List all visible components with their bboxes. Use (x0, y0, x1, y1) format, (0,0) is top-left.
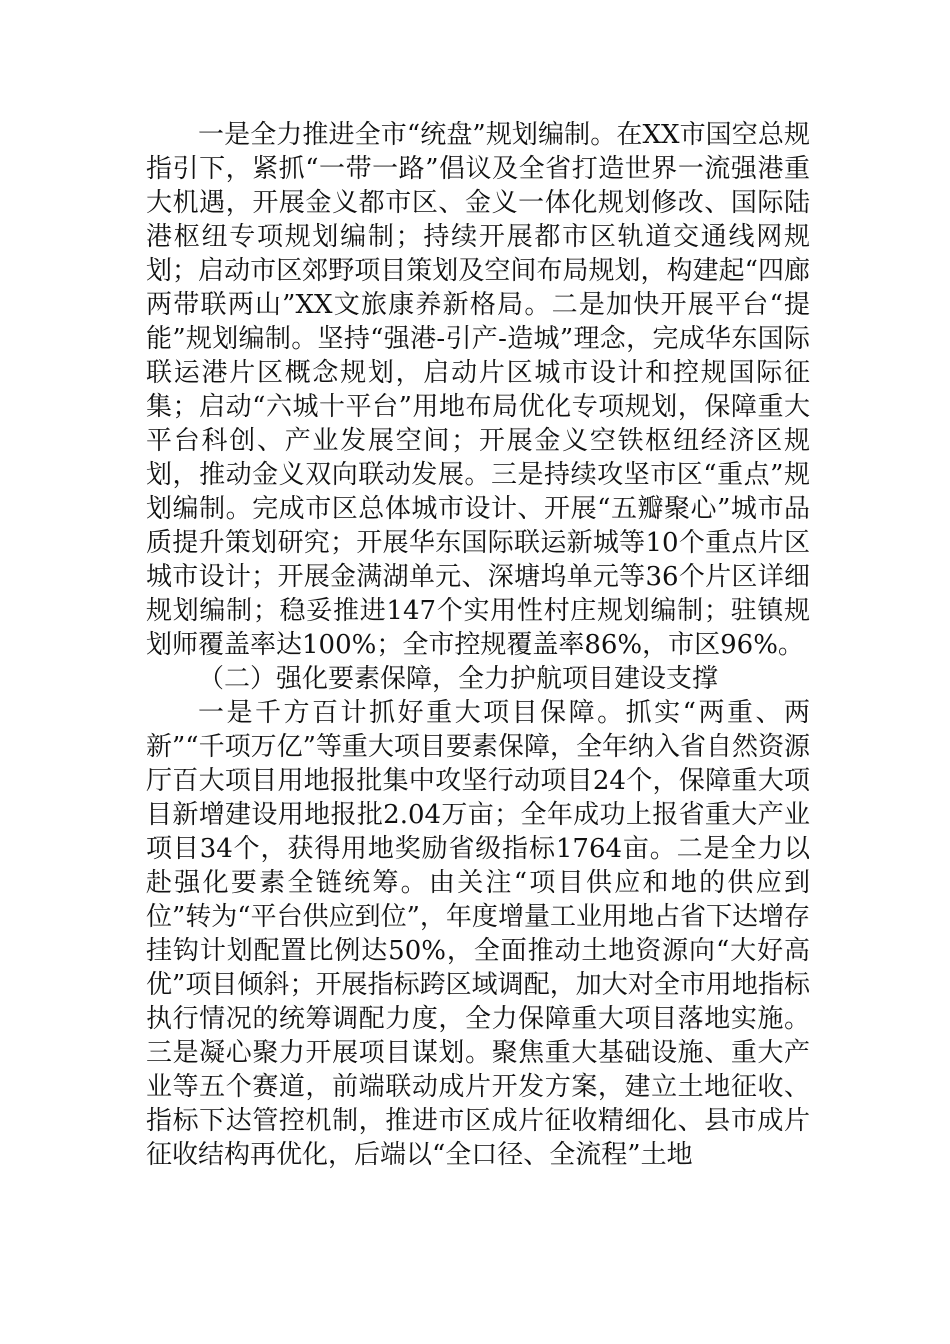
body-paragraph: 一是千方百计抓好重大项目保障。抓实“两重、两新”“千项万亿”等重大项目要素保障，全年纳入省自然资源厅百大项目用地报批集中攻坚行动项目24个，保障重大项目新增建设用地报批2.04万亩；全年成功上报省重大产业项目34个，获得用地奖励省级指标1764亩。二是全力以赴强化要素全链统筹。由关注“项目供应和地的供应到位”转为“平台供应到位”，年度增量工业用地占省下达增存挂钩计划配置比例达50%，全面推动土地资源向“大好高优”项目倾斜；开展指标跨区域调配，加大对全市用地指标执行情况的统筹调配力度，全力保障重大项目落地实施。三是凝心聚力开展项目谋划。聚焦重大基础设施、重大产业等五个赛道，前端联动成片开发方案，建立土地征收、指标下达管控机制，推进市区成片征收精细化、县市成片征收结构再优化，后端以“全口径、全流程”土地 (146, 698, 810, 1170)
document-page (146, 118, 810, 1172)
section-heading: （二）强化要素保障，全力护航项目建设支撑 (198, 664, 719, 694)
body-paragraph: 一是全力推进全市“统盘”规划编制。在XX市国空总规指引下，紧抓“一带一路”倡议及全省打造世界一流强港重大机遇，开展金义都市区、金义一体化规划修改、国际陆港枢纽专项规划编制；持续开展都市区轨道交通线网规划；启动市区郊野项目策划及空间布局规划，构建起“四廊两带联两山”XX文旅康养新格局。二是加快开展平台“提能”规划编制。坚持“强港-引产-造城”理念，完成华东国际联运港片区概念规划，启动片区城市设计和控规国际征集；启动“六城十平台”用地布局优化专项规划，保障重大平台科创、产业发展空间；开展金义空铁枢纽经济区规划，推动金义双向联动发展。三是持续攻坚市区“重点”规划编制。完成市区总体城市设计、开展“五瓣聚心”城市品质提升策划研究；开展华东国际联运新城等10个重点片区城市设计；开展金满湖单元、深塘坞单元等36个片区详细规划编制；稳妥推进147个实用性村庄规划编制；驻镇规划师覆盖率达100%；全市控规覆盖率86%，市区96%。 (146, 120, 810, 660)
